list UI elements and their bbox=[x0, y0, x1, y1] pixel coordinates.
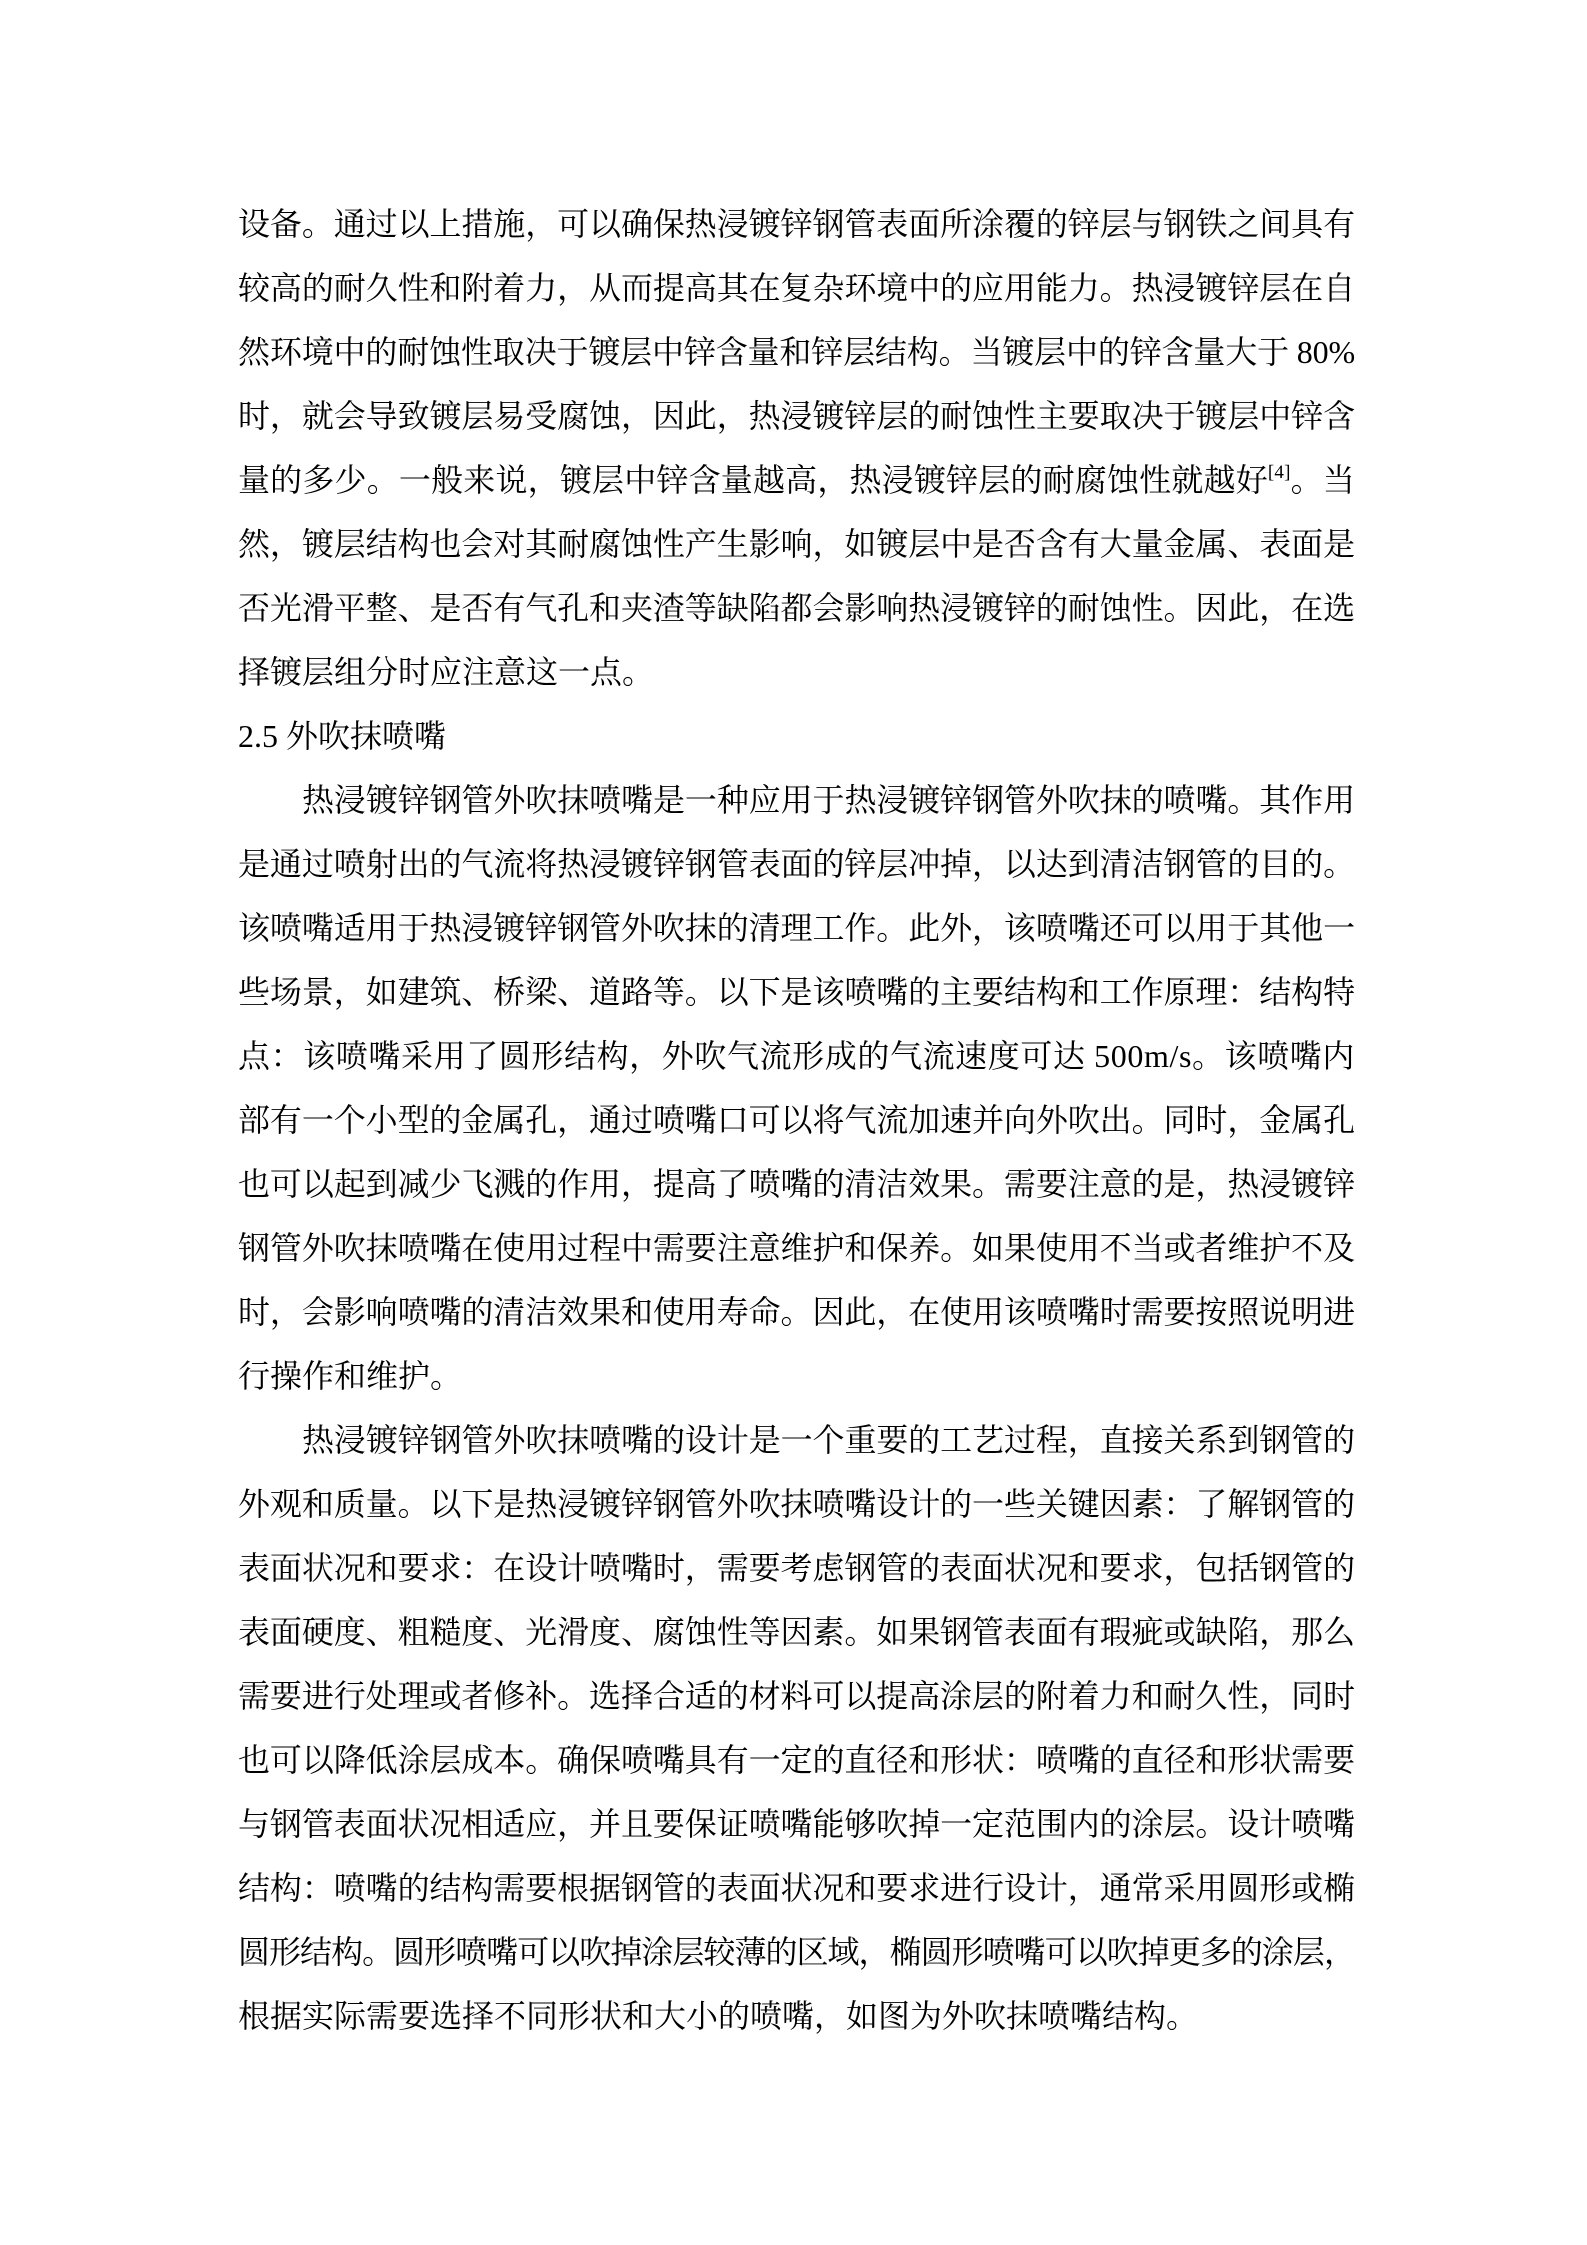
text-line-content: 否光滑平整、是否有气孔和夹渣等缺陷都会影响热浸镀锌的耐蚀性。因此，在选 bbox=[238, 590, 1355, 626]
text-line-content: 根据实际需要选择不同形状和大小的喷嘴，如图为外吹抹喷嘴结构。 bbox=[238, 1998, 1199, 2034]
text-line bbox=[238, 1920, 1355, 1984]
text-line bbox=[238, 448, 1355, 512]
text-line-content: 些场景，如建筑、桥梁、道路等。以下是该喷嘴的主要结构和工作原理：结构特 bbox=[238, 974, 1355, 1010]
text-line bbox=[238, 1216, 1355, 1280]
text-line-content: 点：该喷嘴采用了圆形结构，外吹气流形成的气流速度可达 500m/s。该喷嘴内 bbox=[238, 1038, 1355, 1074]
text-line bbox=[238, 1088, 1355, 1152]
paragraph bbox=[238, 768, 1355, 1408]
text-line-content: 需要进行处理或者修补。选择合适的材料可以提高涂层的附着力和耐久性，同时 bbox=[238, 1678, 1355, 1714]
text-line-content: 与钢管表面状况相适应，并且要保证喷嘴能够吹掉一定范围内的涂层。设计喷嘴 bbox=[238, 1806, 1355, 1842]
text-line-content: 设备。通过以上措施，可以确保热浸镀锌钢管表面所涂覆的锌层与钢铁之间具有 bbox=[238, 206, 1355, 242]
text-line bbox=[238, 768, 1355, 832]
text-after-footnote: 。当 bbox=[1290, 462, 1355, 498]
text-line-content: 表面状况和要求：在设计喷嘴时，需要考虑钢管的表面状况和要求，包括钢管的 bbox=[238, 1550, 1355, 1586]
text-line bbox=[238, 1728, 1355, 1792]
text-line-content: 是通过喷射出的气流将热浸镀锌钢管表面的锌层冲掉，以达到清洁钢管的目的。 bbox=[238, 846, 1355, 882]
text-line-content: 然，镀层结构也会对其耐腐蚀性产生影响，如镀层中是否含有大量金属、表面是 bbox=[238, 526, 1355, 562]
text-line bbox=[238, 1600, 1355, 1664]
text-line-content: 择镀层组分时应注意这一点。 bbox=[238, 654, 655, 690]
text-line bbox=[238, 1024, 1355, 1088]
text-line bbox=[238, 1344, 1355, 1408]
text-line bbox=[238, 1152, 1355, 1216]
text-line-content: 热浸镀锌钢管外吹抹喷嘴的设计是一个重要的工艺过程，直接关系到钢管的 bbox=[302, 1422, 1355, 1458]
paragraph bbox=[238, 192, 1355, 704]
section-heading bbox=[238, 704, 1355, 768]
text-line-content: 热浸镀锌钢管外吹抹喷嘴是一种应用于热浸镀锌钢管外吹抹的喷嘴。其作用 bbox=[302, 782, 1355, 818]
text-line-content bbox=[238, 448, 1355, 512]
document-body bbox=[238, 192, 1355, 2048]
section-heading-text: 2.5 外吹抹喷嘴 bbox=[238, 718, 447, 754]
text-line-content: 时，就会导致镀层易受腐蚀，因此，热浸镀锌层的耐蚀性主要取决于镀层中锌含 bbox=[238, 398, 1355, 434]
text-line bbox=[238, 256, 1355, 320]
text-line-content: 较高的耐久性和附着力，从而提高其在复杂环境中的应用能力。热浸镀锌层在自 bbox=[238, 270, 1355, 306]
text-line bbox=[238, 576, 1355, 640]
text-line-content: 部有一个小型的金属孔，通过喷嘴口可以将气流加速并向外吹出。同时，金属孔 bbox=[238, 1102, 1355, 1138]
text-line-content: 也可以降低涂层成本。确保喷嘴具有一定的直径和形状：喷嘴的直径和形状需要 bbox=[238, 1742, 1355, 1778]
text-line bbox=[238, 192, 1355, 256]
text-line bbox=[238, 896, 1355, 960]
text-line bbox=[238, 960, 1355, 1024]
text-line bbox=[238, 1472, 1355, 1536]
footnote-reference: [4] bbox=[1267, 462, 1291, 483]
text-line-content: 该喷嘴适用于热浸镀锌钢管外吹抹的清理工作。此外，该喷嘴还可以用于其他一 bbox=[238, 910, 1355, 946]
text-line-content: 表面硬度、粗糙度、光滑度、腐蚀性等因素。如果钢管表面有瑕疵或缺陷，那么 bbox=[238, 1614, 1355, 1650]
paragraph bbox=[238, 1408, 1355, 2048]
text-line-content: 结构：喷嘴的结构需要根据钢管的表面状况和要求进行设计，通常采用圆形或椭 bbox=[238, 1870, 1355, 1906]
text-line bbox=[238, 1280, 1355, 1344]
text-line-content: 行操作和维护。 bbox=[238, 1358, 463, 1394]
text-line bbox=[238, 1984, 1355, 2048]
text-line bbox=[238, 1536, 1355, 1600]
text-line-content: 时，会影响喷嘴的清洁效果和使用寿命。因此，在使用该喷嘴时需要按照说明进 bbox=[238, 1294, 1355, 1330]
text-line-content: 外观和质量。以下是热浸镀锌钢管外吹抹喷嘴设计的一些关键因素：了解钢管的 bbox=[238, 1486, 1355, 1522]
text-line bbox=[238, 1408, 1355, 1472]
text-line bbox=[238, 832, 1355, 896]
text-line bbox=[238, 1664, 1355, 1728]
text-line bbox=[238, 320, 1355, 384]
text-line-content: 然环境中的耐蚀性取决于镀层中锌含量和锌层结构。当镀层中的锌含量大于 80% bbox=[238, 334, 1355, 370]
text-line-content: 钢管外吹抹喷嘴在使用过程中需要注意维护和保养。如果使用不当或者维护不及 bbox=[238, 1230, 1355, 1266]
text-line bbox=[238, 384, 1355, 448]
text-line bbox=[238, 640, 1355, 704]
text-line bbox=[238, 1856, 1355, 1920]
text-line-content: 也可以起到减少飞溅的作用，提高了喷嘴的清洁效果。需要注意的是，热浸镀锌 bbox=[238, 1166, 1355, 1202]
text-line bbox=[238, 512, 1355, 576]
text-line bbox=[238, 1792, 1355, 1856]
text-line-content: 圆形结构。圆形喷嘴可以吹掉涂层较薄的区域，椭圆形喷嘴可以吹掉更多的涂层， bbox=[238, 1934, 1355, 1970]
text-before-footnote: 量的多少。一般来说，镀层中锌含量越高，热浸镀锌层的耐腐蚀性就越好 bbox=[238, 462, 1268, 498]
